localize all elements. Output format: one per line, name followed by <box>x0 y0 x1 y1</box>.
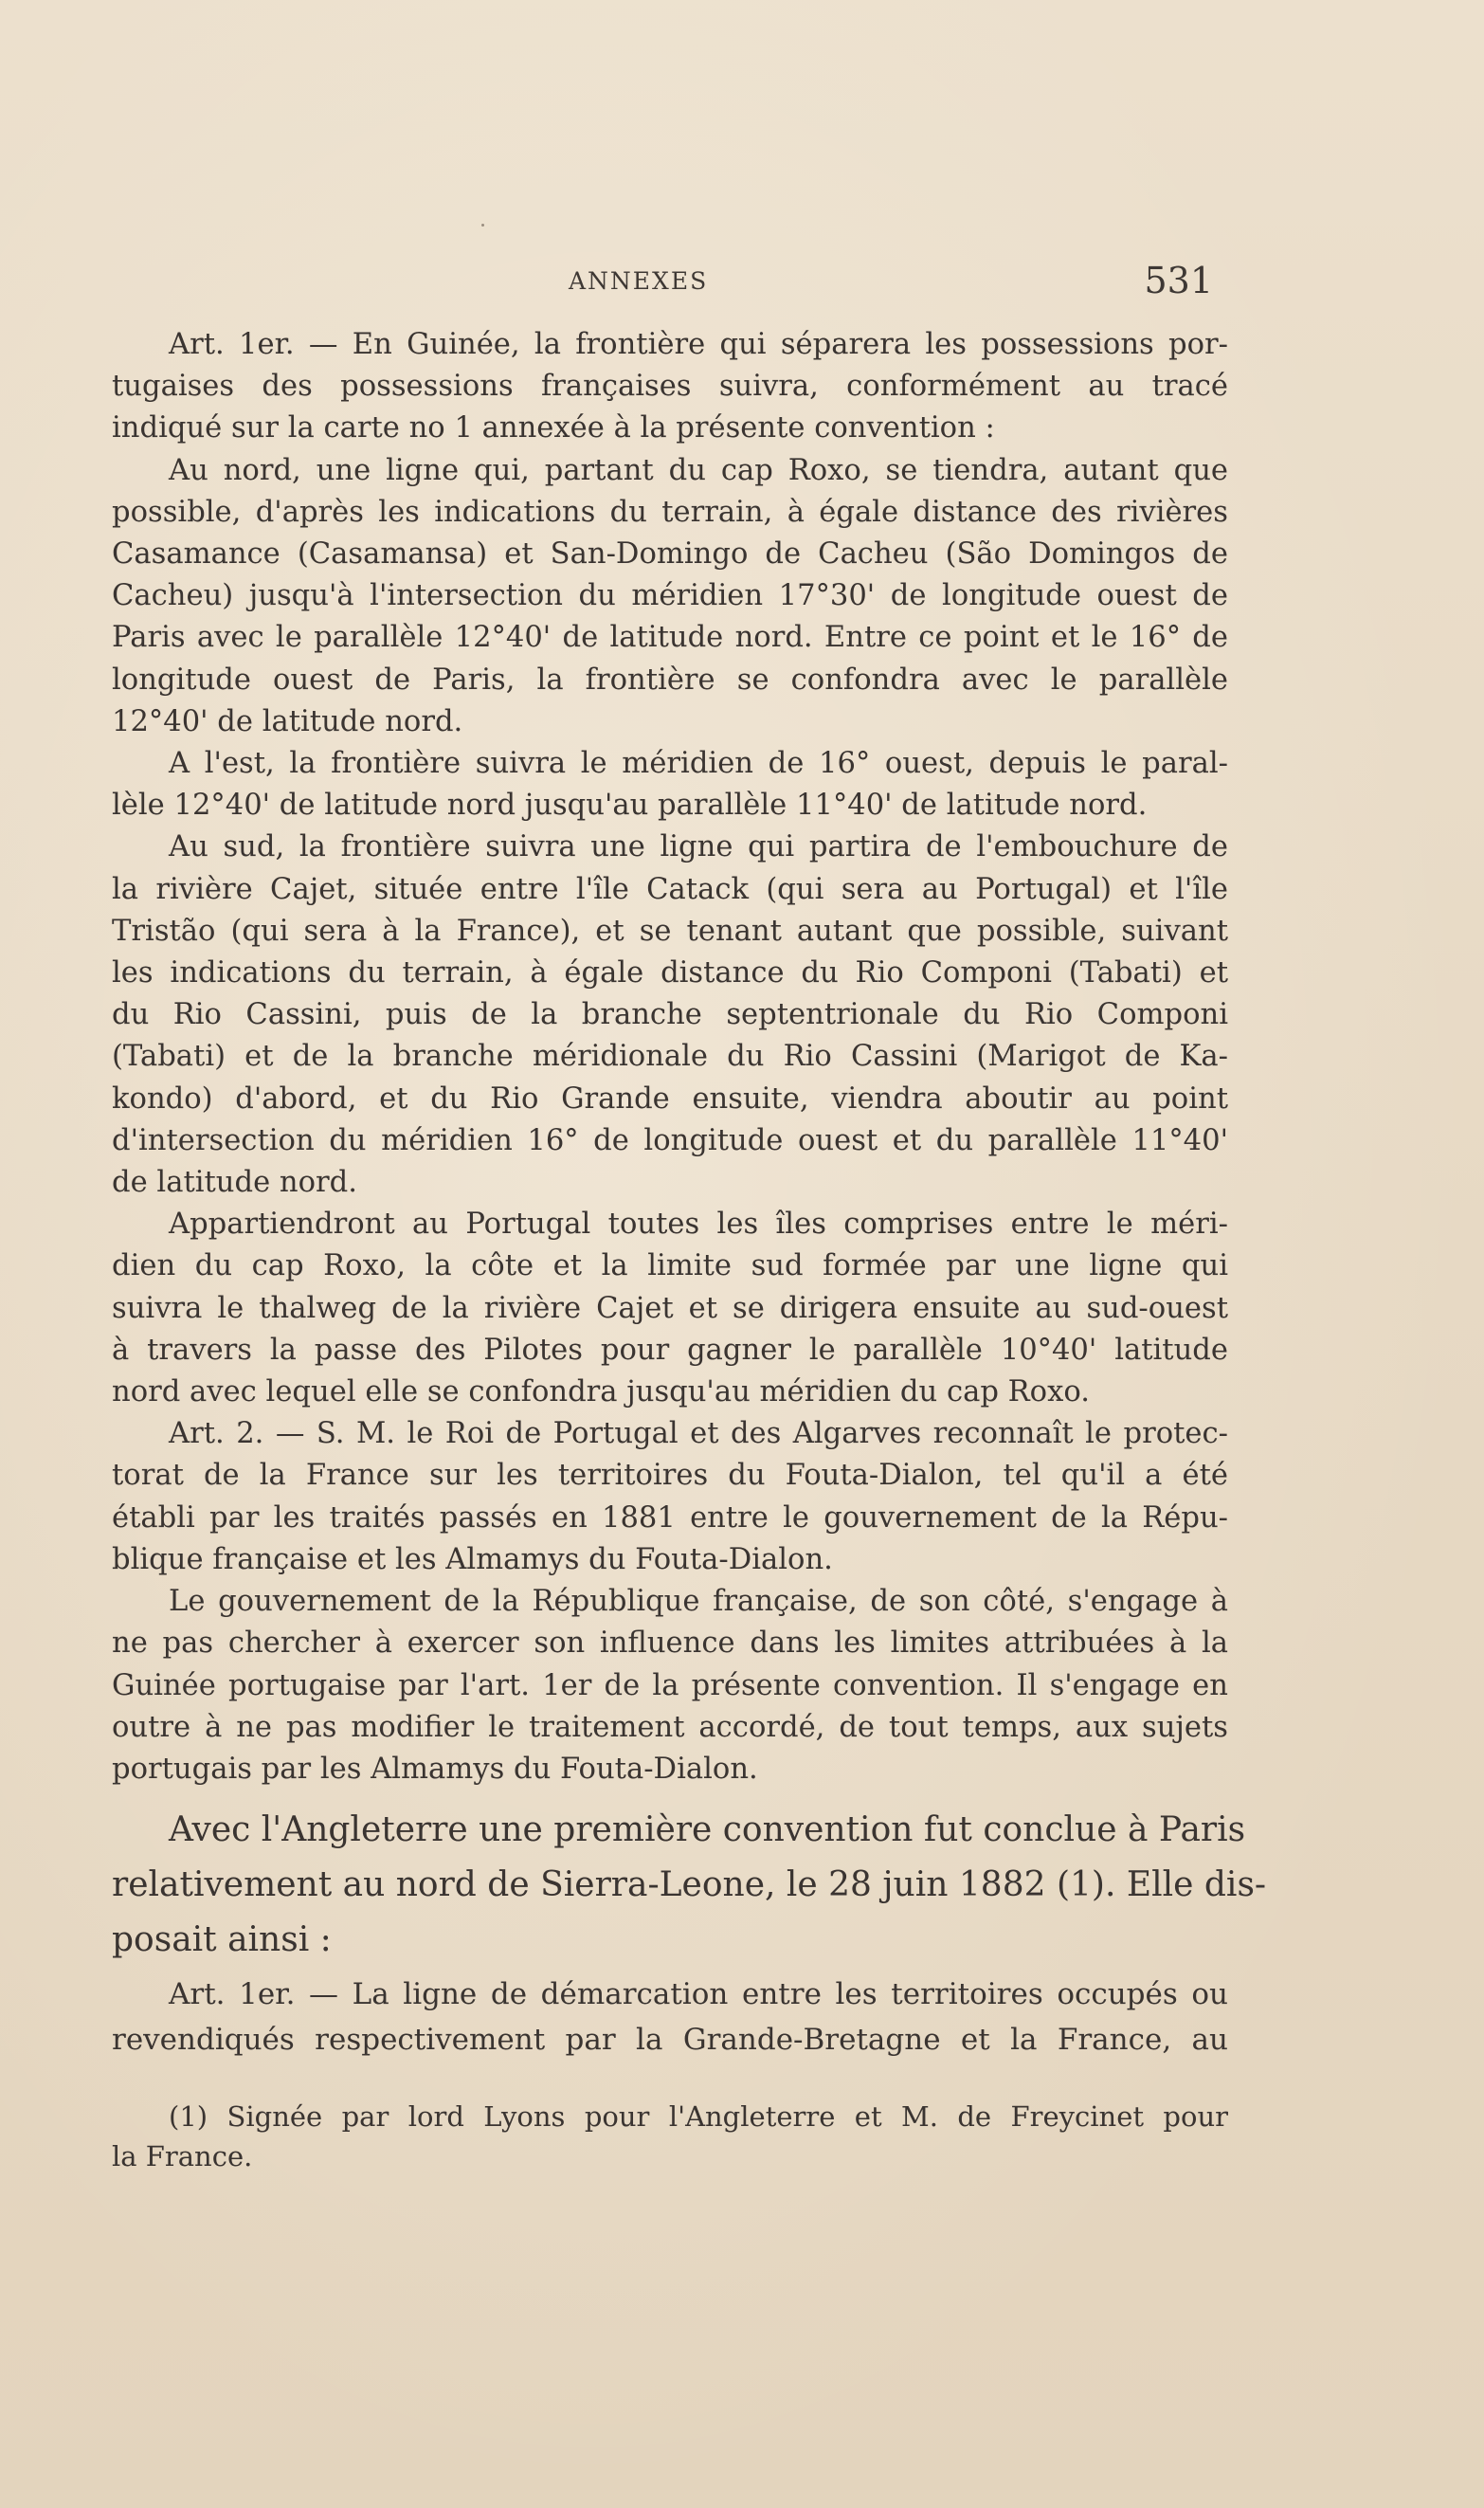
text-line: du Rio Cassini, puis de la branche septentrionale du Rio Componi <box>112 998 1228 1032</box>
text-line: ne pas chercher à exercer son influence dans les limites attribuées à la <box>112 1627 1228 1661</box>
page-header <box>569 260 1213 305</box>
footnote-line: (1) Signée par lord Lyons pour l'Angleterre et M. de Freycinet pour <box>169 2100 1228 2133</box>
text-line: outre à ne pas modifier le traitement accordé, de tout temps, aux sujets <box>112 1710 1228 1744</box>
text-line: Cacheu) jusqu'à l'intersection du méridien 17°30' de longitude ouest de <box>112 579 1228 613</box>
text-line: possible, d'après les indications du terrain, à égale distance des rivières <box>112 495 1228 529</box>
paragraph-north <box>112 450 1228 743</box>
footnote <box>112 2097 1228 2176</box>
paragraph-government <box>112 1581 1228 1790</box>
text-line: Au nord, une ligne qui, partant du cap Roxo, se tiendra, autant que <box>169 453 1228 487</box>
text-line: relativement au nord de Sierra-Leone, le 28 juin 1882 (1). Elle dis- <box>112 1865 1267 1904</box>
text-line: Au sud, la frontière suivra une ligne qui partira de l'embouchure de <box>169 830 1228 864</box>
text-line: de latitude nord. <box>112 1166 357 1200</box>
text-line: kondo) d'abord, et du Rio Grande ensuite, viendra aboutir au point <box>112 1081 1228 1116</box>
text-line: revendiqués respectivement par la Grande-Bretagne et la France, au <box>112 2023 1228 2057</box>
paragraph-east <box>112 743 1228 827</box>
text-line: Guinée portugaise par l'art. 1er de la présente convention. Il s'engage en <box>112 1668 1228 1702</box>
text-line: 12°40' de latitude nord. <box>112 704 463 738</box>
text-line: torat de la France sur les territoires du Fouta-Dialon, tel qu'il a été <box>112 1459 1228 1493</box>
text-line: la rivière Cajet, située entre l'île Catack (qui sera au Portugal) et l'île <box>112 872 1228 906</box>
paragraph-article-1 <box>112 324 1228 450</box>
text-line: longitude ouest de Paris, la frontière se confondra avec le parallèle <box>112 663 1228 697</box>
paragraph-south <box>112 827 1228 1204</box>
text-line: Art. 2. — S. M. le Roi de Portugal et des Algarves reconnaît le protec- <box>169 1417 1228 1451</box>
footnote-line: la France. <box>112 2140 253 2172</box>
paragraph-article-2 <box>112 1413 1228 1581</box>
article-uk-paragraph <box>112 1972 1228 2063</box>
text-line: dien du cap Roxo, la côte et la limite sud formée par une ligne qui <box>112 1249 1228 1283</box>
text-line: Tristão (qui sera à la France), et se tenant autant que possible, suivant <box>112 914 1228 948</box>
text-line: (Tabati) et de la branche méridionale du Rio Cassini (Marigot de Ka- <box>112 1040 1228 1074</box>
text-line: Casamance (Casamansa) et San-Domingo de Cacheu (São Domingos de <box>112 537 1228 572</box>
text-line: blique française et les Almamys du Fouta-Dialon. <box>112 1542 833 1576</box>
text-line: Avec l'Angleterre une première convention fut conclue à Paris <box>169 1810 1246 1849</box>
page-number: 531 <box>1144 260 1213 301</box>
text-line: Art. 1er. — La ligne de démarcation entre les territoires occupés ou <box>169 1977 1228 2011</box>
text-line: nord avec lequel elle se confondra jusqu'au méridien du cap Roxo. <box>112 1375 1090 1409</box>
text-line: à travers la passe des Pilotes pour gagner le parallèle 10°40' latitude <box>112 1333 1228 1367</box>
running-head: ANNEXES <box>569 267 709 295</box>
text-line: A l'est, la frontière suivra le méridien de 16° ouest, depuis le paral- <box>169 747 1228 781</box>
text-line: portugais par les Almamys du Fouta-Dialon. <box>112 1752 758 1786</box>
paragraph-islands <box>112 1204 1228 1413</box>
text-line: indiqué sur la carte no 1 annexée à la présente convention : <box>112 411 995 445</box>
text-line: Le gouvernement de la République française, de son côté, s'engage à <box>169 1585 1228 1619</box>
text-line: d'intersection du méridien 16° de longitude ouest et du parallèle 11°40' <box>112 1123 1228 1157</box>
text-line: Paris avec le parallèle 12°40' de latitude nord. Entre ce point et le 16° de <box>112 621 1228 655</box>
main-text <box>112 324 1228 1790</box>
text-line: établi par les traités passés en 1881 entre le gouvernement de la Répu- <box>112 1500 1228 1535</box>
text-line: Art. 1er. — En Guinée, la frontière qui séparera les possessions por- <box>169 328 1228 361</box>
transition-paragraph <box>112 1803 1267 1968</box>
text-line: tugaises des possessions françaises suivra, conformément au tracé <box>112 370 1228 404</box>
text-line: suivra le thalweg de la rivière Cajet et se dirigera ensuite au sud-ouest <box>112 1291 1228 1325</box>
text-line: posait ainsi : <box>112 1920 332 1959</box>
text-line: les indications du terrain, à égale distance du Rio Componi (Tabati) et <box>112 956 1228 990</box>
paper-speck <box>481 224 484 227</box>
text-line: lèle 12°40' de latitude nord jusqu'au parallèle 11°40' de latitude nord. <box>112 789 1148 823</box>
text-line: Appartiendront au Portugal toutes les îles comprises entre le méri- <box>169 1208 1228 1242</box>
